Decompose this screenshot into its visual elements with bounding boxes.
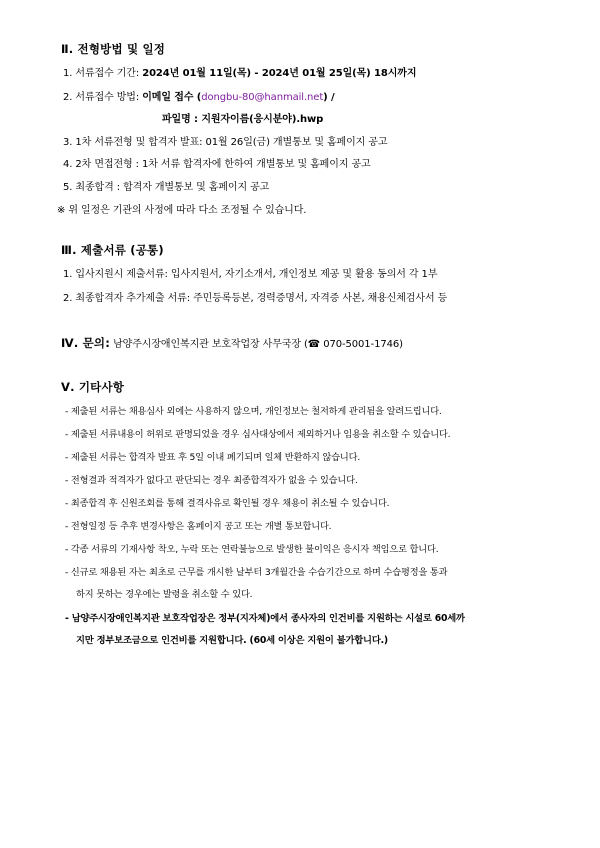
item-prefix: 2. 서류접수 방법: [63,92,143,103]
section-2-item-1 [63,67,416,81]
etc-item-9: - 남양주시장애인복지관 보호작업장은 정부(지자체)에서 종사자의 인건비를 지원하는 시설로 60세까 [65,613,465,624]
section-2-item-5: 5. 최종합격 : 합격자 개별통보 및 홈페이지 공고 [63,182,270,193]
section-5-title: Ⅴ. 기타사항 [61,380,125,394]
section-3-title: Ⅲ. 제출서류 (공통) [61,243,164,257]
etc-item-9-cont: 지만 정부보조금으로 인건비를 지원합니다. (60세 이상은 지원이 불가합니다.) [76,635,388,646]
contact-info: 남양주시장애인복지관 보호작업장 사무국장 (☎ 070-5001-1746) [110,339,403,350]
section-2-title: Ⅱ. 전형방법 및 일정 [61,42,166,56]
section-4-title: Ⅳ. 문의: [61,336,111,350]
etc-item-5: - 최종합격 후 신원조회를 통해 결격사유로 확인될 경우 채용이 취소될 수 있습니다. [65,498,390,509]
section-2-item-4: 4. 2차 면접전형 : 1차 서류 합격자에 한하여 개별통보 및 홈페이지 공고 [63,159,371,170]
item-prefix: 1. 서류접수 기간: [63,68,143,79]
etc-item-2: - 제출된 서류내용이 허위로 판명되었을 경우 심사대상에서 제외하거나 임용을 취소할 수 있습니다. [65,429,451,440]
file-name-rule: 파일명 : 지원자이름(응시분야).hwp [162,114,324,125]
email-link[interactable]: dongbu-80@hanmail.net [201,92,324,103]
section-4 [61,336,403,352]
etc-item-4: - 전형결과 적격자가 없다고 판단되는 경우 최종합격자가 없을 수 있습니다. [65,475,358,486]
email-method-close: ) / [323,92,335,103]
email-method: 이메일 접수 ( [142,92,202,103]
etc-item-8-cont: 하지 못하는 경우에는 발령을 취소할 수 있다. [76,589,253,600]
section-3-item-2: 2. 최종합격자 추가제출 서류: 주민등록등본, 경력증명서, 자격증 사본, 채용신체검사서 등 [63,293,448,304]
etc-item-8: - 신규로 채용된 자는 최초로 근무를 개시한 날부터 3개월간을 수습기간으로 하며 수습평정을 통과 [65,567,448,578]
schedule-note: ※ 위 일정은 기관의 사정에 따라 다소 조정될 수 있습니다. [57,205,307,216]
etc-item-1: - 제출된 서류는 채용심사 외에는 사용하지 않으며, 개인정보는 철저하게 관리됨을 알려드립니다. [65,406,442,417]
etc-item-6: - 전형일정 등 추후 변경사항은 홈페이지 공고 또는 개별 통보합니다. [65,521,332,532]
section-2-item-2 [63,91,335,105]
section-3-item-1: 1. 입사지원시 제출서류: 입사지원서, 자기소개서, 개인정보 제공 및 활용 동의서 각 1부 [63,269,438,280]
etc-item-3: - 제출된 서류는 합격자 발표 후 5일 이내 폐기되며 일체 반환하지 않습니다. [65,452,361,463]
section-2-item-3: 3. 1차 서류전형 및 합격자 발표: 01월 26일(금) 개별통보 및 홈페이지 공고 [63,137,388,148]
application-period: 2024년 01월 11일(목) - 2024년 01월 25일(목) 18시까지 [142,68,417,79]
etc-item-7: - 각종 서류의 기재사항 착오, 누락 또는 연락불능으로 발생한 불이익은 응시자 책임으로 합니다. [65,544,439,555]
